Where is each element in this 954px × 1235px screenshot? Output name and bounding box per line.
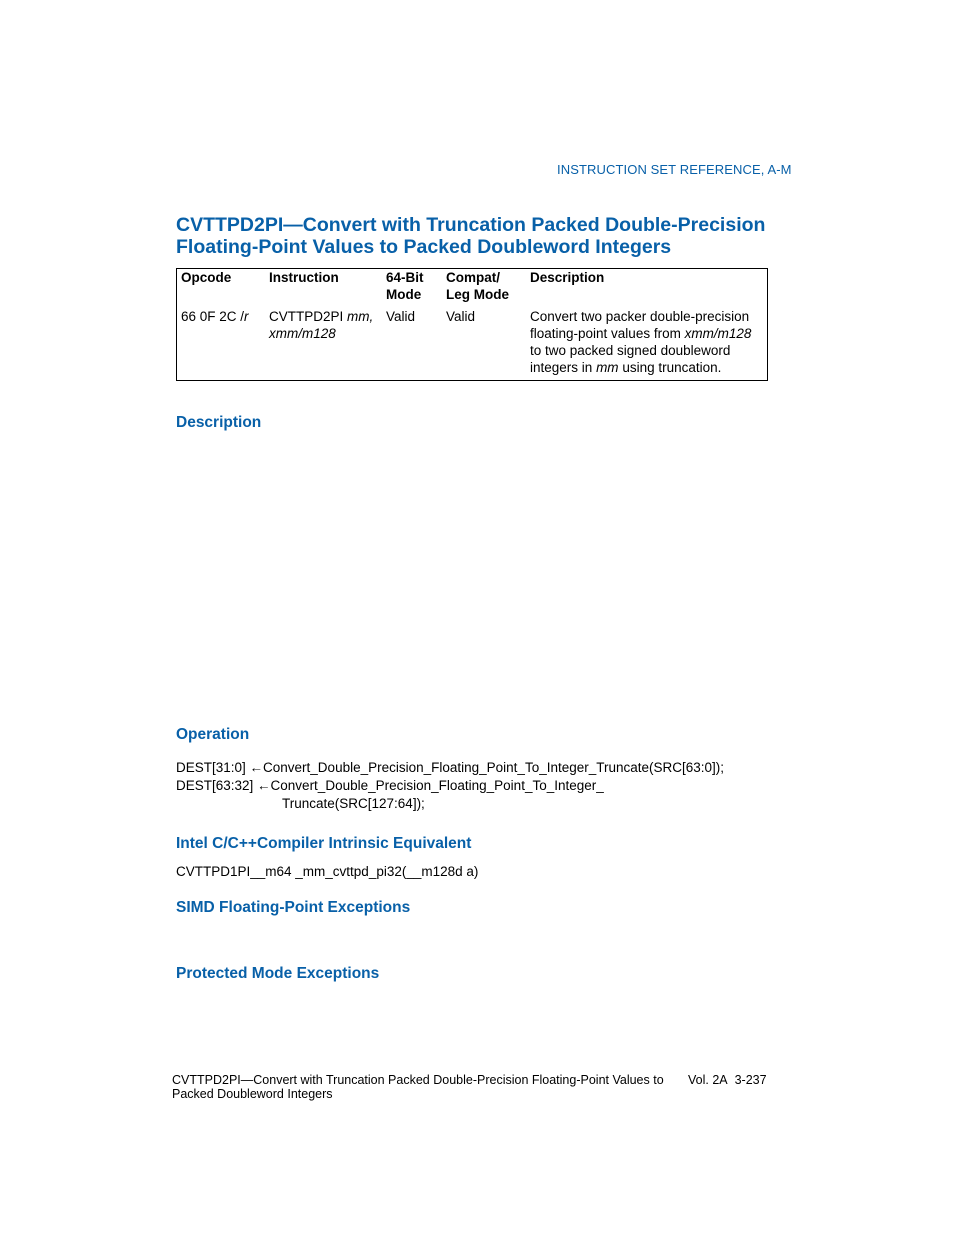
header-compat-line2: Leg Mode: [446, 287, 509, 302]
heading-intrinsic: Intel C/C++Compiler Intrinsic Equivalent: [176, 835, 472, 852]
desc-line-4c: using truncation.: [622, 360, 722, 375]
cell-64bit-mode: Valid: [386, 309, 416, 324]
header-64bit-line2: Mode: [386, 287, 422, 302]
footer-title-line-2: Packed Doubleword Integers: [172, 1087, 333, 1101]
operation-line-3: Truncate(SRC[127:64]);: [282, 796, 425, 811]
page-title: [176, 214, 776, 258]
intrinsic-code: CVTTPD1PI__m64 _mm_cvttpd_pi32(__m128d a): [176, 864, 479, 879]
opcode-prefix: 66 0F 2C /: [181, 309, 245, 324]
title-line-2: Floating-Point Values to Packed Doubleword Integers: [176, 236, 672, 258]
instruction-mnemonic: CVTTPD2PI: [269, 309, 344, 324]
cell-compat-mode: Valid: [446, 309, 476, 324]
footer-title: [172, 1073, 664, 1101]
operation-code: [176, 759, 724, 813]
desc-line-1: Convert two packer double-precision: [530, 309, 750, 324]
opcode-suffix: r: [244, 309, 249, 324]
heading-operation: Operation: [176, 726, 250, 743]
title-line-1: CVTTPD2PI—Convert with Truncation Packed Double-Precision: [176, 214, 766, 236]
header-description: Description: [530, 270, 605, 285]
heading-description: Description: [176, 414, 262, 431]
heading-simd-exceptions: SIMD Floating-Point Exceptions: [176, 899, 411, 916]
cell-opcode: [181, 308, 249, 325]
header-opcode: Opcode: [181, 270, 232, 285]
header-64bit-line1: 64-Bit: [386, 270, 424, 285]
opcode-table: [176, 268, 768, 381]
desc-line-4a: integers in: [530, 360, 593, 375]
desc-line-2a: floating-point values from: [530, 326, 681, 341]
running-header: INSTRUCTION SET REFERENCE, A-M: [557, 162, 792, 177]
footer-page-number: 3-237: [734, 1073, 767, 1087]
footer-page-ref: [688, 1073, 767, 1087]
instruction-op2: xmm/m128: [269, 326, 336, 341]
footer-title-line-1: CVTTPD2PI—Convert with Truncation Packed Double-Precision Floating-Point Values to: [172, 1073, 664, 1087]
heading-protected-mode: Protected Mode Exceptions: [176, 965, 380, 982]
instruction-op1: mm,: [347, 309, 374, 324]
operation-line-1: DEST[31:0] ←Convert_Double_Precision_Floating_Point_To_Integer_Truncate(SRC[63:0]);: [176, 760, 725, 775]
footer-volume: Vol. 2A: [688, 1073, 728, 1087]
header-compat-line1: Compat/: [446, 270, 500, 285]
operation-line-2: DEST[63:32] ←Convert_Double_Precision_Floating_Point_To_Integer_: [176, 778, 604, 793]
desc-line-3: to two packed signed doubleword: [530, 343, 731, 358]
desc-line-2b: xmm/m128: [684, 326, 752, 341]
header-instruction: Instruction: [269, 270, 339, 285]
header-compat-mode: [446, 269, 509, 303]
cell-instruction: [269, 308, 373, 342]
desc-line-4b: mm: [596, 360, 619, 375]
header-64bit-mode: [386, 269, 424, 303]
cell-description: [530, 308, 751, 376]
